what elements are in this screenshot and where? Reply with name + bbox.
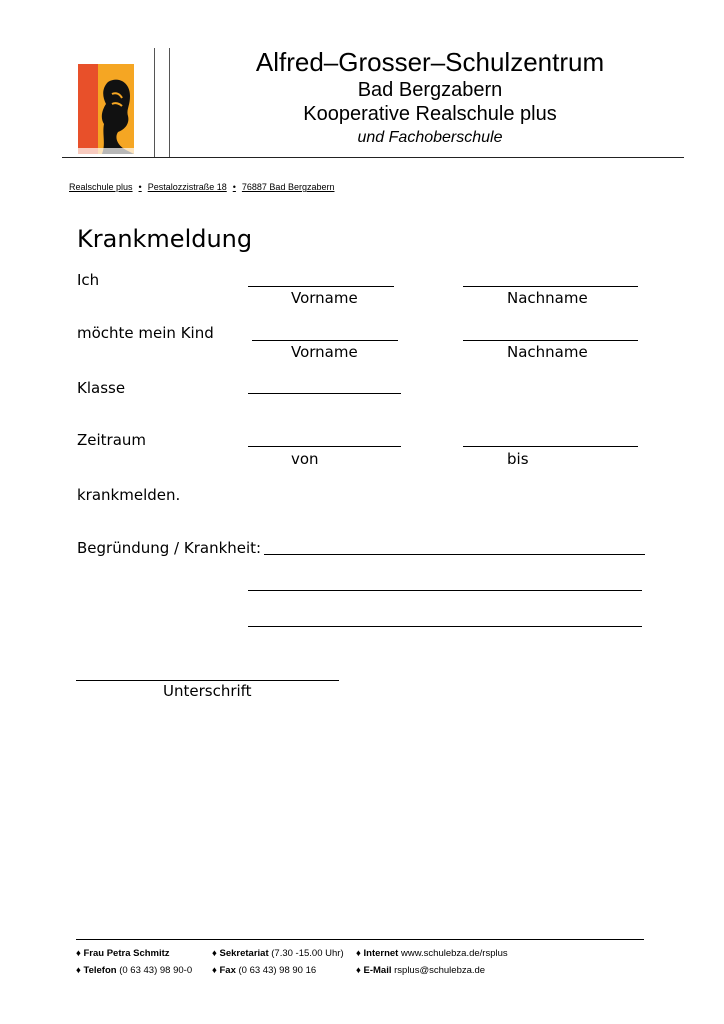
kind-label: möchte mein Kind [77,324,214,342]
footer-fax-label: Fax [219,965,236,976]
footer-rule [76,939,644,940]
child-nachname-caption: Nachname [507,343,588,361]
parent-nachname-field[interactable] [463,286,638,287]
header-underline [62,157,684,158]
school-town: Bad Bergzabern [357,79,503,101]
footer-sekretariat [212,948,344,959]
child-nachname-field[interactable] [463,340,638,341]
school-logo-image [78,64,134,154]
diamond-icon: ♦ [212,965,217,976]
address-city: 76887 Bad Bergzabern [241,182,335,192]
footer-sekretariat-hours: (7.30 -15.00 Uhr) [271,948,344,959]
footer-telefon-value: (0 63 43) 98 90-0 [119,965,193,976]
school-name: Alfred–Grosser–Schulzentrum [255,47,605,77]
signature-caption: Unterschrift [163,682,252,700]
address-street: Pestalozzistraße 18 [147,182,227,192]
sender-address [69,182,334,192]
begruendung-field-line-2[interactable] [248,590,642,591]
klasse-label: Klasse [77,379,126,397]
zeitraum-bis-field[interactable] [463,446,638,447]
bullet-icon: • [138,182,142,192]
document-title: Krankmeldung [77,225,253,253]
footer-email [356,965,485,976]
footer-internet-label: Internet [363,948,399,959]
footer-name: Frau Petra Schmitz [83,948,170,959]
parent-vorname-caption: Vorname [291,289,358,307]
footer-internet-link[interactable]: www.schulebza.de/rsplus [400,948,508,959]
diamond-icon: ♦ [76,965,81,976]
bis-caption: bis [507,450,529,468]
begruendung-label: Begründung / Krankheit: [77,539,262,557]
school-logo [78,64,134,154]
parent-vorname-field[interactable] [248,286,394,287]
footer-contact-name [76,948,170,959]
footer-telefon [76,965,192,976]
footer-fax-value: (0 63 43) 98 90 16 [238,965,317,976]
child-vorname-field[interactable] [252,340,398,341]
address-school: Realschule plus [69,182,133,192]
header-divider-left [154,48,155,158]
header-divider-right [169,48,170,158]
footer-email-label: E-Mail [363,965,392,976]
child-vorname-caption: Vorname [291,343,358,361]
diamond-icon: ♦ [76,948,81,959]
begruendung-field-line-1[interactable] [264,554,645,555]
bullet-icon: • [232,182,236,192]
zeitraum-label: Zeitraum [77,431,147,449]
klasse-field[interactable] [248,393,401,394]
school-type: Kooperative Realschule plus [303,103,557,125]
krankmelden-label: krankmelden. [77,486,181,504]
diamond-icon: ♦ [356,965,361,976]
footer-sekretariat-label: Sekretariat [219,948,269,959]
begruendung-field-line-3[interactable] [248,626,642,627]
von-caption: von [291,450,319,468]
footer-telefon-label: Telefon [83,965,117,976]
footer-fax [212,965,316,976]
diamond-icon: ♦ [212,948,217,959]
parent-nachname-caption: Nachname [507,289,588,307]
footer-internet [356,948,508,959]
signature-field[interactable] [76,680,339,681]
ich-label: Ich [77,271,100,289]
school-addition: und Fachoberschule [357,129,503,146]
zeitraum-von-field[interactable] [248,446,401,447]
footer-email-link[interactable]: rsplus@schulebza.de [394,965,486,976]
diamond-icon: ♦ [356,948,361,959]
